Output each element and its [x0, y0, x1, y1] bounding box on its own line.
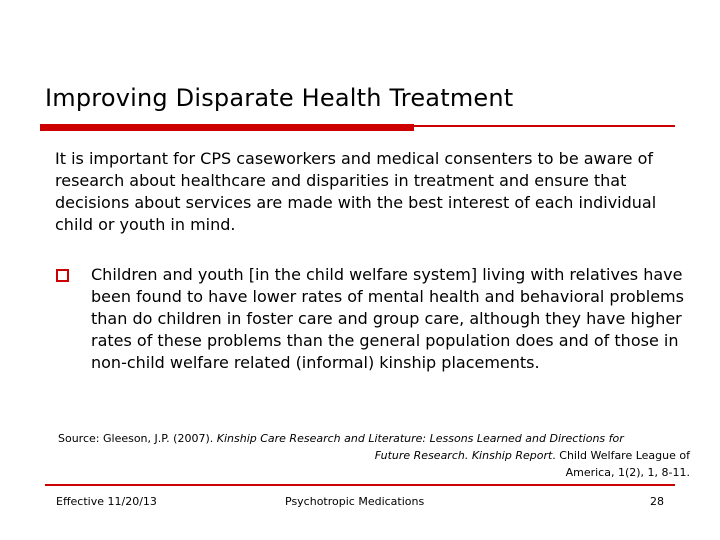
source-line-2 — [58, 447, 690, 464]
source-title: Kinship Care Research and Literature: Lessons Learned and Directions for — [216, 432, 624, 445]
source-line-3: America, 1(2), 1, 8-11. — [565, 466, 690, 479]
title-rule-thin — [414, 125, 675, 127]
source-title-2: Future Research. Kinship Report — [374, 449, 553, 462]
footer-rule — [45, 484, 675, 486]
footer-effective-date: Effective 11/20/13 — [56, 495, 157, 508]
source-citation — [58, 430, 690, 481]
source-rest-2: . Child Welfare League of — [552, 449, 690, 462]
source-prefix: Source: Gleeson, J.P. (2007). — [58, 432, 217, 445]
page-number: 28 — [650, 495, 664, 508]
bullet-text: Children and youth [in the child welfare system] living with relatives have been found to have lower rates of mental health and behavioral problems than do children in foster care and group care, although they have higher rates of these problems than the general population does and of those in non-child welfare related (informal) kinship placements. — [91, 265, 684, 372]
title-rule-thick — [40, 124, 414, 131]
square-bullet-icon — [56, 269, 69, 282]
source-line-1 — [58, 432, 624, 445]
footer-title: Psychotropic Medications — [285, 495, 425, 508]
slide-title: Improving Disparate Health Treatment — [45, 84, 514, 112]
intro-paragraph: It is important for CPS caseworkers and medical consenters to be aware of research about healthcare and disparities in treatment and ensure that decisions about services are made with the best interest of each individual child or youth in mind. — [55, 149, 657, 234]
